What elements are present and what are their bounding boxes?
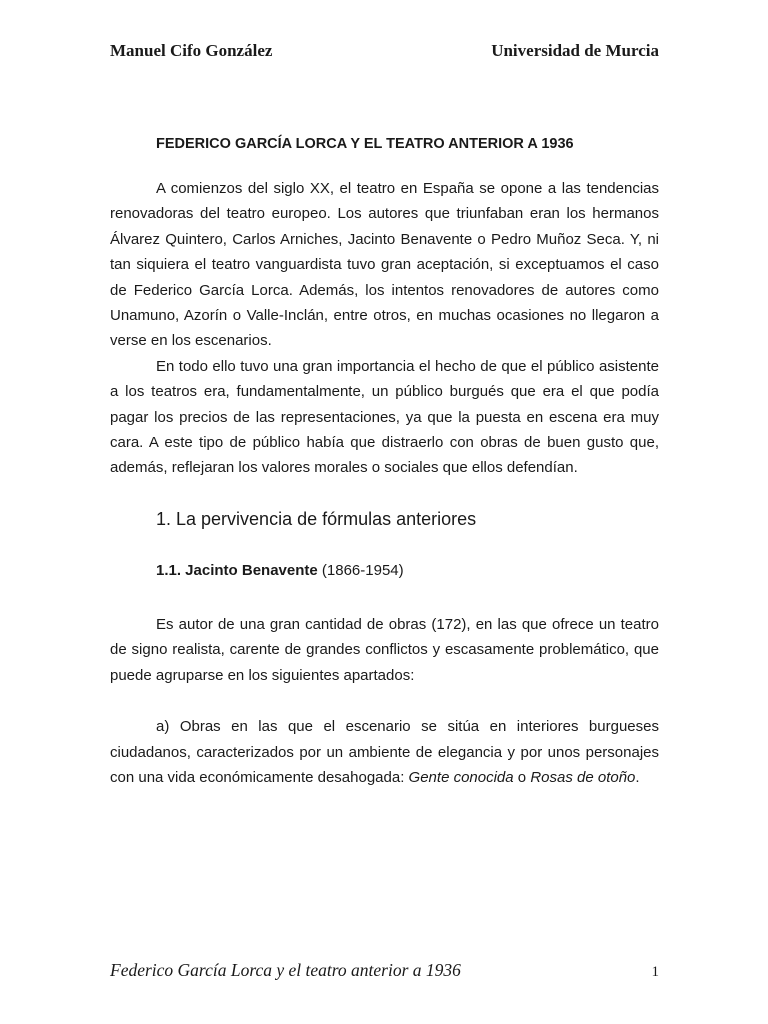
document-title: FEDERICO GARCÍA LORCA Y EL TEATRO ANTERIOR A 1936 <box>156 136 574 152</box>
paragraph-intro: A comienzos del siglo XX, el teatro en España se opone a las tendencias renovadoras del teatro europeo. Los autores que triunfaban eran los hermanos Álvarez Quintero, Carlos Arniches, Jacinto Benavente o Pedro Muñoz Seca. Y, ni tan siquiera el teatro vanguardista tuvo gran aceptación, si exceptuamos el caso de Federico García Lorca. Además, los intentos renovadores de autores como Unamuno, Azorín o Valle-Inclán, entre otros, en muchas ocasiones no llegaron a verse en los escenarios. <box>110 180 659 350</box>
subsection-dates: (1866-1954) <box>321 561 404 579</box>
work-title-rosas-de-otono: Rosas de otoño <box>530 768 636 786</box>
paragraph-audience: En todo ello tuvo una gran importancia el hecho de que el público asistente a los teatros era, fundamentalmente, un público burgués que era el que podía pagar los precios de las representaciones, ya que la puesta en escena era muy cara. A este tipo de público había que distraerlo con obras de buen gusto que, además, reflejaran los valores morales o sociales que ellos defendían. <box>110 357 659 477</box>
paragraph-benavente: Es autor de una gran cantidad de obras (172), en las que ofrece un teatro de signo realista, carente de grandes conflictos y escasamente problemático, que puede agruparse en los siguientes apartados: <box>110 615 659 684</box>
section-heading: 1. La pervivencia de fórmulas anteriores <box>156 508 477 529</box>
group-a-text: a) Obras en las que el escenario se sitúa en interiores burgueses ciudadanos, caracterizados por un ambiente de elegancia y por unos personajes con una vida económicamente desahogada: <box>110 718 659 786</box>
header-author: Manuel Cifo González <box>110 41 273 60</box>
page-number: 1 <box>651 964 659 980</box>
paragraph-group-a <box>110 714 659 790</box>
subsection-heading <box>110 560 659 582</box>
header-institution: Universidad de Murcia <box>491 41 659 60</box>
page-header <box>110 41 659 61</box>
subsection-name: 1.1. Jacinto Benavente <box>156 561 318 579</box>
group-a-end: . <box>635 768 640 786</box>
footer-title: Federico García Lorca y el teatro anterior a 1936 <box>110 960 461 980</box>
document-body <box>110 133 659 790</box>
work-title-gente-conocida: Gente conocida <box>408 768 514 786</box>
work-connector: o <box>513 768 531 786</box>
page-footer <box>110 960 659 981</box>
